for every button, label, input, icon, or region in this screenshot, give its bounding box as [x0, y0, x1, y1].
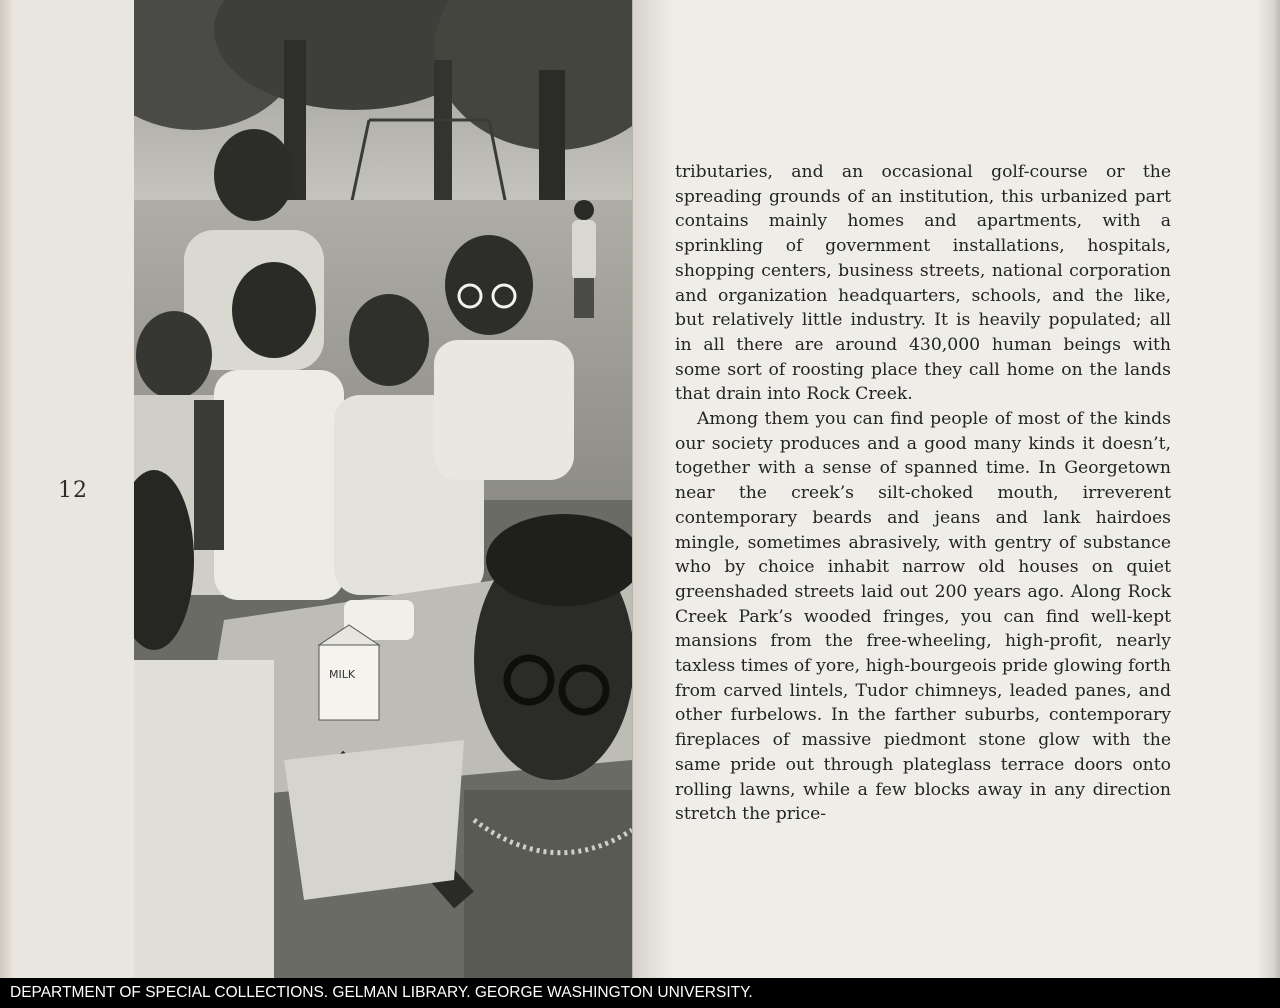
footer-credit-bar — [0, 978, 1280, 1008]
left-page — [0, 0, 633, 978]
paragraph-2: Among them you can find people of most of the kinds our society produces and a good many kinds it doesn’t, together with a sense of spanned time. In Georgetown near the creek’s silt-choked mouth, irreverent contemporary beards and jeans and lank hairdoes mingle, sometimes abrasively, with gentry of substance who by choice inhabit narrow old houses on quiet greenshaded streets laid out 200 years ago. Along Rock Creek Park’s wooded fringes, you can find well-kept mansions from the free-wheeling, high-profit, nearly taxless times of yore, high-bourgeois pride glowing forth from carved lintels, Tudor chimneys, leaded panes, and other furbelows. In the farther suburbs, contemporary fireplaces of massive piedmont stone glow with the same pride out through plateglass terrace doors onto rolling lawns, while a few blocks away in any direction stretch the price- — [675, 409, 1171, 825]
collection-credit: DEPARTMENT OF SPECIAL COLLECTIONS. GELMAN LIBRARY. GEORGE WASHINGTON UNIVERSITY. — [10, 984, 753, 1001]
page-number: 12 — [58, 478, 88, 503]
paragraph-1: tributaries, and an occasional golf-course or the spreading grounds of an institution, this urbanized part contains mainly homes and apartments, with a sprinkling of government installations, hospitals, shopping centers, business streets, national corporation and organization headquarters, schools, and the like, but relatively little industry. It is heavily populated; all in all there are around 430,000 human beings with some sort of roosting place they call home on the lands that drain into Rock Creek. — [675, 162, 1171, 405]
right-page — [633, 0, 1280, 978]
photo-illustration — [134, 0, 632, 978]
picnic-photograph — [134, 0, 632, 978]
article-body — [675, 160, 1171, 827]
page-edge — [0, 0, 12, 978]
page-gutter — [633, 0, 673, 978]
milk-carton-label: MILK — [329, 668, 356, 681]
page-fold — [1258, 0, 1280, 978]
